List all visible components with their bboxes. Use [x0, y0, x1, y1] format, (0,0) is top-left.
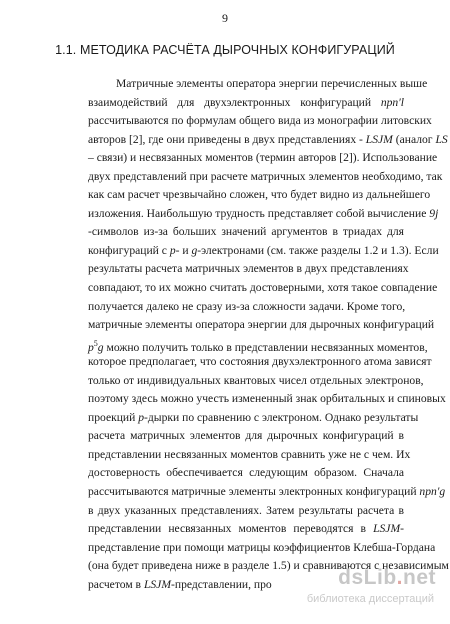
text-line: представлении несвязанных моментов сравнить уже не с чем. Их — [88, 447, 411, 461]
text-run: двухэлектронных — [204, 95, 291, 109]
text-line: как сам расчет чрезвычайно сложен, что будет видно из дальнейшего — [88, 188, 431, 202]
text-run: рассчитываются матричные элементы электронных конфигураций — [88, 485, 420, 499]
symbol-p: p — [88, 340, 94, 354]
coupling-term: LS — [435, 132, 448, 146]
text-line: Матричные элементы оператора энергии перечисленных выше — [116, 77, 428, 90]
superscript: 5 — [93, 338, 98, 348]
representation-term: LSJM — [365, 132, 393, 146]
text-run: конфигураций — [300, 95, 372, 109]
logo-tld: net — [403, 566, 436, 589]
text-line: рассчитываются по формулам общего вида из монографии литовских — [88, 114, 432, 128]
text-run: расчетом в — [88, 577, 144, 591]
text-line — [88, 520, 404, 539]
text-line — [88, 242, 439, 261]
text-line: расчета матричных элементов для дырочных конфигураций в — [88, 429, 404, 443]
symbol-g: g — [191, 243, 198, 257]
text-line — [88, 335, 428, 354]
logo-text: dsLib — [338, 566, 397, 589]
text-line: получается далеко не сразу из-за сложности задачи. Кроме того, — [88, 299, 406, 313]
text-line: которое предполагает, что состояния двухэлектронного атома зависят — [88, 355, 432, 369]
section-title: 1.1. МЕТОДИКА РАСЧЁТА ДЫРОЧНЫХ КОНФИГУРАЦИЙ — [55, 43, 395, 57]
text-line — [88, 205, 439, 224]
text-line — [88, 94, 404, 113]
text-run: изложения. Наибольшую трудность представляет собой вычисление — [88, 206, 430, 220]
text-run: для — [177, 95, 195, 109]
text-run: можно получить только в представлении несвязанных моментов, — [103, 340, 428, 354]
text-run: взаимодействий — [88, 95, 168, 109]
text-run: конфигураций с — [88, 243, 170, 257]
symbol-p: p — [169, 243, 176, 257]
text-run: -представлении, про — [171, 577, 272, 591]
text-line: – связи) и несвязанных моментов (термин авторов [2]). Использование — [88, 151, 438, 165]
watermark-subtitle: библиотека диссертаций — [306, 593, 434, 605]
text-run: - и — [175, 243, 192, 257]
text-line: (она будет приведена ниже в разделе 1.5) и сравниваются с независимым — [88, 559, 449, 573]
text-line: двух представлений при расчете матричных элементов необходимо, так — [88, 169, 443, 183]
text-line: поэтому здесь можно учесть измененный знак орбитальных и спиновых — [88, 392, 446, 406]
representation-term: LSJM — [143, 577, 171, 591]
text-run: авторов [2], где они приведены в двух представлениях - — [88, 132, 366, 146]
configuration-symbol: npn′g — [419, 485, 446, 499]
text-line: результаты расчета матричных элементов в двух представлениях — [88, 262, 409, 276]
text-run: -дырки по сравнению с электроном. Однако результаты — [144, 410, 419, 424]
text-run: - — [400, 522, 404, 536]
text-line — [88, 483, 446, 502]
page-number: 9 — [222, 11, 228, 25]
text-run: -электронами (см. также разделы 1.2 и 1.3). Если — [197, 243, 439, 257]
symbol-9j: 9j — [429, 206, 439, 220]
symbol-p: p — [138, 410, 145, 424]
text-line — [88, 409, 419, 428]
configuration-symbol: npn′l — [380, 95, 404, 109]
text-line: только от индивидуальных квантовых чисел отдельных электронов, — [88, 373, 424, 387]
text-run: (аналог — [392, 132, 436, 146]
watermark-logo — [258, 566, 436, 592]
symbol-g: g — [97, 340, 104, 354]
text-run: проекций — [88, 410, 139, 424]
watermark — [258, 566, 436, 606]
text-run: представлении несвязанных моментов переводятся в — [88, 522, 374, 536]
text-line: совпадают, то их можно считать достоверными, хотя такое совпадение — [88, 281, 438, 295]
text-line: достоверность обеспечивается следующим образом. Сначала — [88, 466, 404, 480]
logo-dot: . — [396, 566, 403, 589]
text-line: представление при помощи матрицы коэффициентов Клебша-Гордана — [88, 540, 436, 554]
representation-term: LSJM — [373, 522, 401, 536]
text-line — [88, 131, 448, 150]
text-line: матричные элементы оператора энергии для дырочных конфигураций — [88, 318, 435, 332]
text-line: в двух указанных представлениях. Затем результаты расчета в — [88, 503, 404, 517]
text-line: -символов из-за больших значений аргументов в триадах для — [88, 225, 404, 239]
